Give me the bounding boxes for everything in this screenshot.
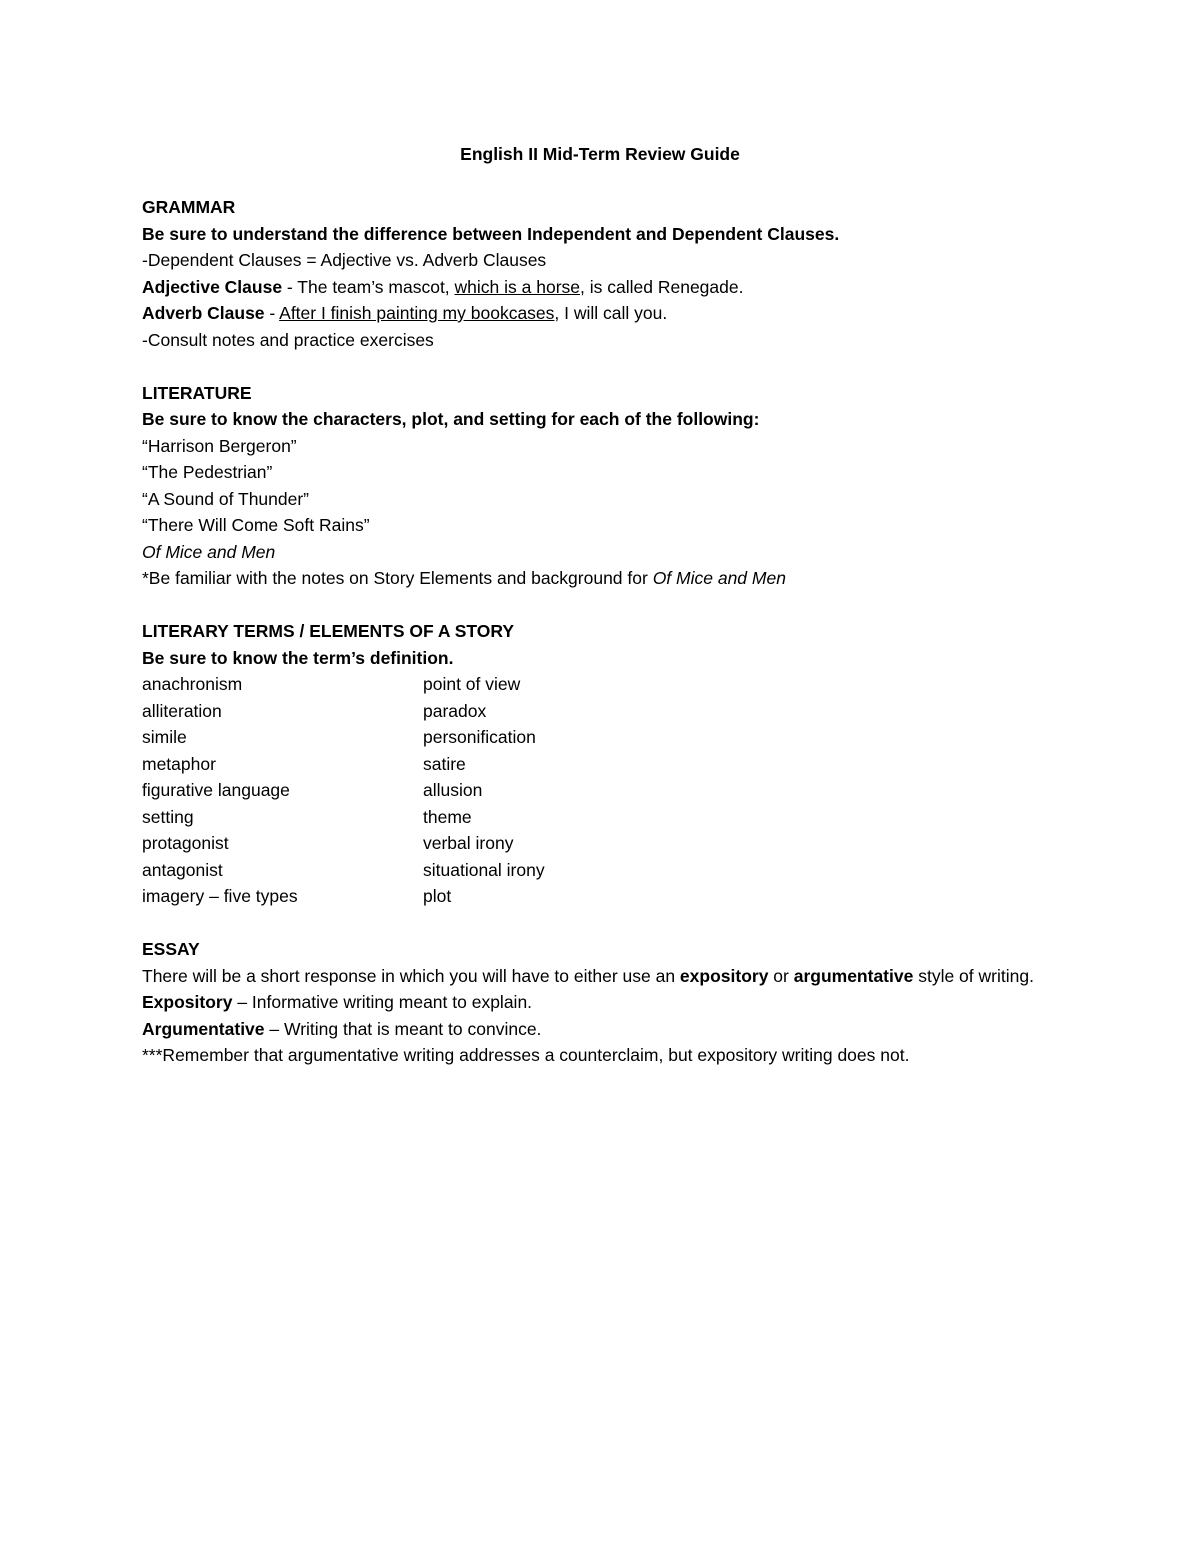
literature-note-title: Of Mice and Men bbox=[652, 568, 786, 588]
term-item: paradox bbox=[423, 700, 487, 721]
essay-intro-mid: or bbox=[768, 965, 794, 986]
literature-work: “The Pedestrian” bbox=[142, 462, 273, 482]
essay-intro-argumentative: argumentative bbox=[793, 965, 914, 986]
term-item: protagonist bbox=[142, 833, 229, 853]
adverb-clause-label: Adverb Clause bbox=[142, 303, 265, 323]
expository-text: – Informative writing meant to explain. bbox=[232, 992, 533, 1012]
expository-label: Expository bbox=[142, 992, 233, 1012]
adverb-clause-pre: - bbox=[264, 303, 280, 323]
term-item: anachronism bbox=[142, 674, 243, 694]
adverb-clause-underlined: After I finish painting my bookcases bbox=[279, 303, 555, 323]
term-item: verbal irony bbox=[423, 833, 514, 853]
term-item: satire bbox=[423, 753, 466, 774]
adverb-clause-post: , I will call you. bbox=[554, 303, 668, 323]
literature-novel: Of Mice and Men bbox=[142, 541, 276, 562]
term-item: setting bbox=[142, 806, 194, 827]
literature-work: “There Will Come Soft Rains” bbox=[142, 515, 370, 535]
literature-work: “A Sound of Thunder” bbox=[142, 488, 310, 509]
document-body bbox=[142, 141, 1062, 1069]
terms-heading: LITERARY TERMS / ELEMENTS OF A STORY bbox=[142, 621, 515, 641]
literature-work: “Harrison Bergeron” bbox=[142, 435, 297, 456]
expository-definition bbox=[142, 989, 1062, 1016]
literature-note bbox=[142, 565, 1062, 592]
grammar-heading: GRAMMAR bbox=[142, 197, 236, 217]
essay-intro-post: style of writing. bbox=[913, 965, 1034, 986]
literature-instruction: Be sure to know the characters, plot, and setting for each of the following: bbox=[142, 409, 760, 429]
term-item: plot bbox=[423, 886, 452, 906]
term-item: figurative language bbox=[142, 780, 290, 800]
terms-instruction: Be sure to know the term’s definition. bbox=[142, 647, 454, 668]
adjective-clause-post: , is called Renegade. bbox=[580, 276, 744, 297]
grammar-instruction: Be sure to understand the difference between Independent and Dependent Clauses. bbox=[142, 223, 840, 244]
essay-intro bbox=[142, 963, 1062, 990]
term-item: imagery – five types bbox=[142, 886, 298, 906]
section-spacer bbox=[142, 592, 1062, 619]
adjective-clause-underlined: which is a horse bbox=[454, 276, 581, 297]
literature-note-text: *Be familiar with the notes on Story Elements and background for bbox=[142, 568, 653, 588]
term-item: point of view bbox=[423, 674, 521, 694]
adjective-clause-pre: - The team’s mascot, bbox=[282, 276, 455, 297]
literature-heading: LITERATURE bbox=[142, 382, 252, 403]
page-title: English II Mid-Term Review Guide bbox=[460, 144, 740, 164]
term-item: alliteration bbox=[142, 700, 222, 721]
term-item: situational irony bbox=[423, 859, 545, 880]
adjective-clause-example bbox=[142, 274, 1062, 301]
essay-intro-expository: expository bbox=[679, 965, 769, 986]
argumentative-label: Argumentative bbox=[142, 1018, 265, 1039]
argumentative-text: – Writing that is meant to convince. bbox=[264, 1018, 542, 1039]
essay-reminder: ***Remember that argumentative writing addresses a counterclaim, but expository writing does not. bbox=[142, 1045, 910, 1065]
consult-line: -Consult notes and practice exercises bbox=[142, 329, 434, 350]
essay-intro-pre: There will be a short response in which you will have to either use an bbox=[142, 965, 680, 986]
essay-heading: ESSAY bbox=[142, 939, 200, 959]
adverb-clause-example bbox=[142, 300, 1062, 327]
term-item: metaphor bbox=[142, 753, 216, 774]
section-spacer bbox=[142, 353, 1062, 380]
term-item: personification bbox=[423, 727, 536, 747]
section-spacer bbox=[142, 910, 1062, 937]
terms-list bbox=[142, 671, 1062, 910]
term-item: simile bbox=[142, 727, 187, 747]
term-item: antagonist bbox=[142, 859, 223, 880]
argumentative-definition bbox=[142, 1016, 1062, 1043]
clauses-line: -Dependent Clauses = Adjective vs. Adverb Clauses bbox=[142, 250, 547, 270]
term-item: theme bbox=[423, 806, 472, 827]
term-item: allusion bbox=[423, 780, 483, 800]
adjective-clause-label: Adjective Clause bbox=[142, 276, 283, 297]
